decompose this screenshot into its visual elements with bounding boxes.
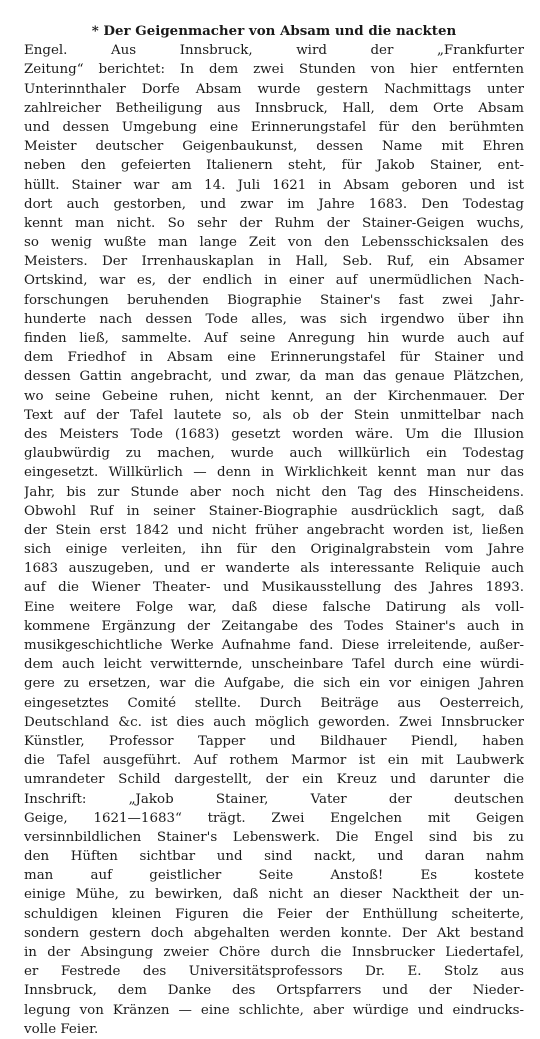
article-line: kommene Ergänzung der Zeitangabe des Todes Stainer's auch in [24, 618, 524, 634]
article-line: Zeitung“ berichtet: In dem zwei Stunden von hier entfernten [24, 62, 524, 78]
article-line: die Tafel ausgeführt. Auf rothem Marmor ist ein mit Laubwerk [24, 753, 524, 769]
article-line: Ortskind, war es, der endlich in einer auf unermüdlichen Nach- [24, 273, 524, 289]
article-line: dort auch gestorben, und zwar im Jahre 1683. Den Todestag [24, 196, 524, 212]
article-line: sich einige verleiten, ihn für den Originalgrabstein vom Jahre [24, 542, 524, 558]
article-line: legung von Kränzen — eine schlichte, aber würdige und eindrucks- [24, 1002, 524, 1018]
article-line: finden ließ, sammelte. Auf seine Anregung hin wurde auch auf [24, 331, 524, 346]
article-line: Inschrift: „Jakob Stainer, Vater der deutschen [24, 791, 524, 807]
article-line: musikgeschichtliche Werke Aufnahme fand. Diese irreleitende, außer- [24, 638, 524, 653]
article-line: er Festrede des Universitätsprofessors Dr. E. Stolz aus [24, 964, 524, 980]
article-line: sondern gestern doch abgehalten werden konnte. Der Akt bestand [24, 925, 524, 941]
article-line: Eine weitere Folge war, daß diese falsche Datirung als voll- [24, 599, 524, 615]
article-line: glaubwürdig zu machen, wurde auch willkürlich ein Todestag [24, 446, 524, 462]
article-line: Geige, 1621—1683“ trägt. Zwei Engelchen mit Geigen [24, 810, 524, 826]
article-line: den Hüften sichtbar und sind nackt, und daran nahm [24, 849, 524, 865]
article-line: forschungen beruhenden Biographie Stainer's fast zwei Jahr- [24, 292, 524, 308]
article-line: in der Absingung zweier Chöre durch die Innsbrucker Liedertafel, [24, 945, 524, 960]
article-line: Unterinnthaler Dorfe Absam wurde gestern Nachmittags unter [24, 81, 524, 97]
article-line: kennt man nicht. So sehr der Ruhm der Stainer-Geigen wuchs, [24, 215, 524, 231]
article-line: Engel. Aus Innsbruck, wird der „Frankfurter [24, 43, 524, 59]
article-line: und dessen Umgebung eine Erinnerungstafel für den berühmten [24, 119, 524, 135]
article-line: umrandeter Schild dargestellt, der ein Kreuz und darunter die [24, 772, 524, 788]
article-line: hüllt. Stainer war am 14. Juli 1621 in Absam geboren und ist [24, 177, 524, 193]
article-line: schuldigen kleinen Figuren die Feier der Enthüllung scheiterte, [24, 906, 524, 922]
article-line: wo seine Gebeine ruhen, nicht kennt, an der Kirchenmauer. Der [24, 388, 524, 404]
article-paragraph [24, 22, 524, 1039]
article-line: man auf geistlicher Seite Anstoß! Es kostete [24, 868, 524, 884]
article-line: dem auch leicht verwitternde, unscheinbare Tafel durch eine würdi- [24, 657, 524, 673]
article-line: einige Mühe, zu bewirken, daß nicht an dieser Nacktheit der un- [24, 887, 524, 903]
article-line: auf die Wiener Theater- und Musikausstellung des Jahres 1893. [24, 580, 524, 596]
article-line: Künstler, Professor Tapper und Bildhauer Piendl, haben [24, 733, 524, 749]
article-line: neben den gefeierten Italienern steht, für Jakob Stainer, ent- [24, 158, 524, 174]
article-line: der Stein erst 1842 und nicht früher angebracht worden ist, ließen [24, 522, 524, 538]
article-line: eingesetzt. Willkürlich — denn in Wirklichkeit kennt man nur das [24, 465, 524, 481]
article-line: Deutschland &c. ist dies auch möglich geworden. Zwei Innsbrucker [24, 714, 524, 730]
article-last-line: volle Feier. [24, 1021, 99, 1037]
article-line: zahlreicher Betheiligung aus Innsbruck, Hall, dem Orte Absam [24, 100, 524, 116]
article-line: 1683 auszugeben, und er wanderte als interessante Reliquie auch [24, 561, 524, 577]
article-column [24, 22, 524, 1039]
article-line: versinnbildlichen Stainer's Lebenswerk. Die Engel sind bis zu [24, 829, 524, 845]
article-line: Meister deutscher Geigenbaukunst, dessen Name mit Ehren [24, 139, 524, 155]
article-line: Text auf der Tafel lautete so, als ob der Stein unmittelbar nach [24, 407, 524, 423]
article-line: des Meisters Tode (1683) gesetzt worden wäre. Um die Illusion [24, 426, 524, 442]
article-line: Jahr, bis zur Stunde aber noch nicht den Tag des Hinscheidens. [24, 484, 524, 500]
article-line: so wenig wußte man lange Zeit von den Lebensschicksalen des [24, 235, 524, 251]
article-headline-line: * Der Geigenmacher von Absam und die nackten [91, 23, 457, 39]
article-line: Obwohl Ruf in seiner Stainer-Biographie ausdrücklich sagt, daß [24, 503, 524, 519]
article-line: hunderte nach dessen Tode alles, was sich irgendwo über ihn [24, 311, 524, 327]
article-line: Innsbruck, dem Danke des Ortspfarrers und der Nieder- [24, 983, 524, 999]
article-line: eingesetztes Comité stellte. Durch Beiträge aus Oesterreich, [24, 695, 524, 711]
article-line: gere zu ersetzen, war die Aufgabe, die sich ein vor einigen Jahren [24, 676, 524, 692]
article-line: dem Friedhof in Absam eine Erinnerungstafel für Stainer und [24, 350, 524, 366]
article-line: Meisters. Der Irrenhauskaplan in Hall, Seb. Ruf, ein Absamer [24, 254, 524, 270]
article-line: dessen Gattin angebracht, und zwar, da man das genaue Plätzchen, [24, 369, 524, 385]
